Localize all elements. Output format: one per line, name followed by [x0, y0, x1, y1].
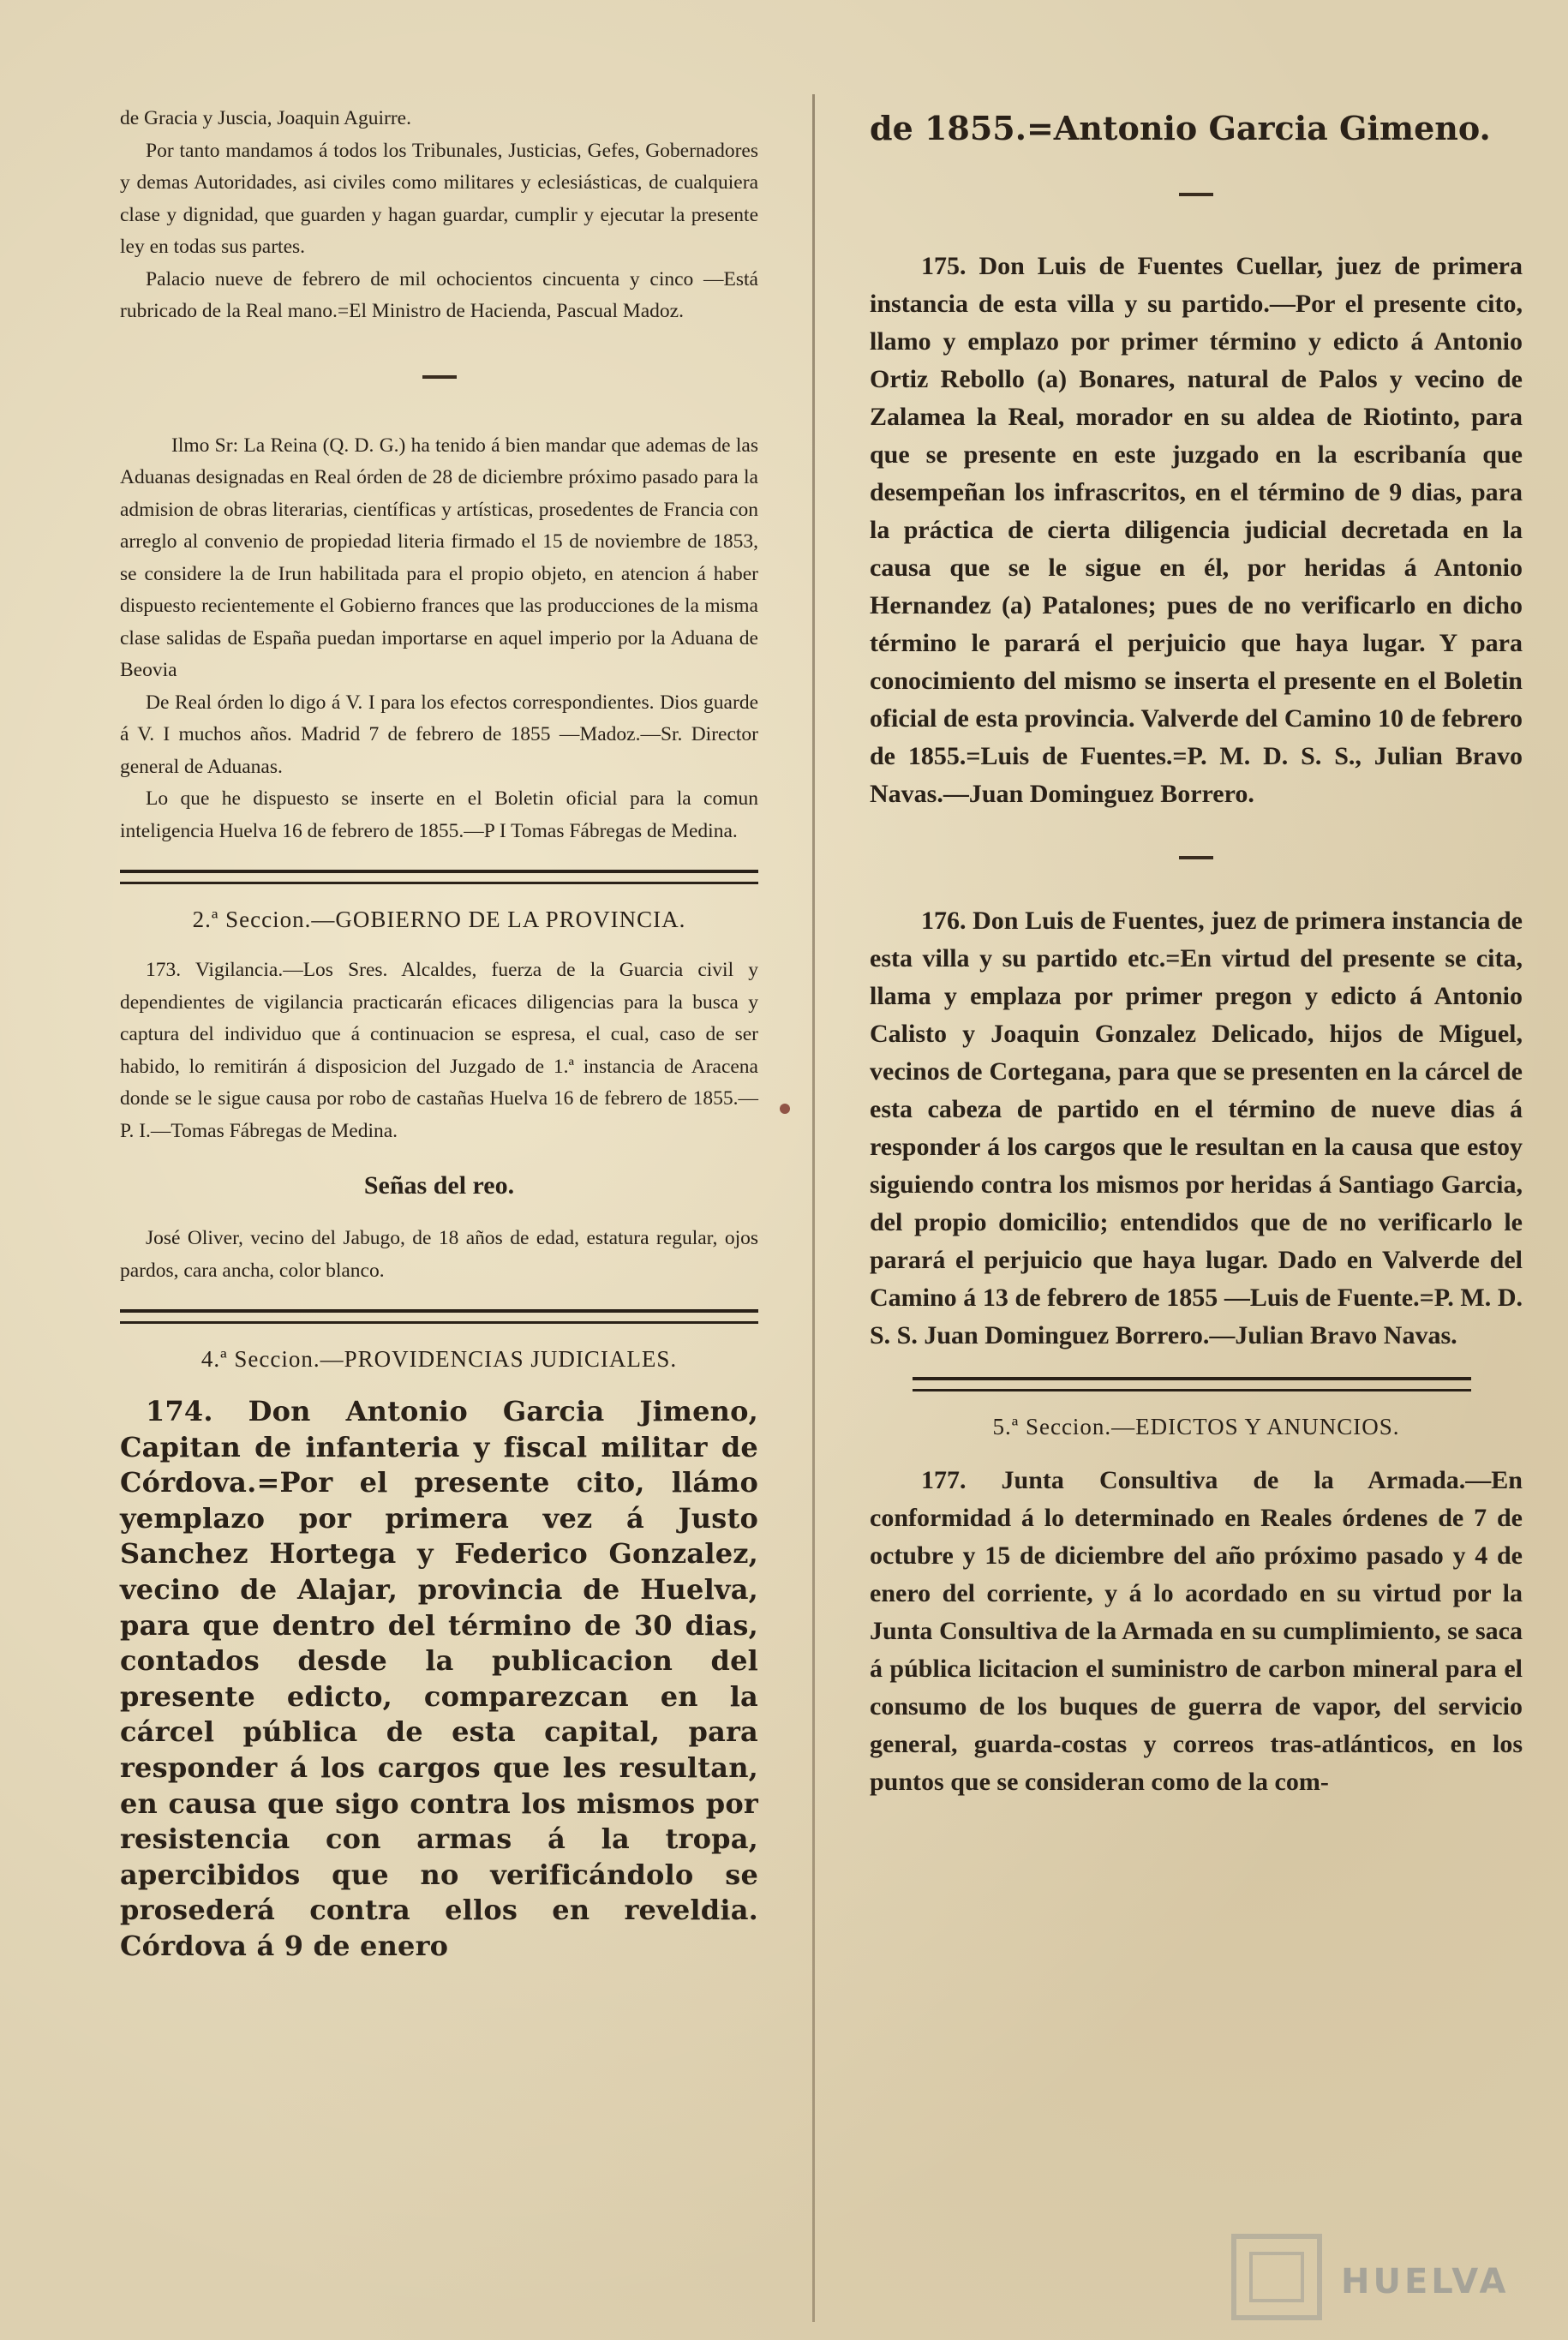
watermark-text: HUELVA [1341, 2262, 1510, 2301]
notice-175: 175. Don Luis de Fuentes Cuellar, juez de primera instancia de esta villa y su partido.—Por el presente cito, llamo y emplazo por primer término y edicto á Antonio Ortiz Rebollo (a) Bonares, natural de Palos y vecino de Zalamea la Real, morador en su aldea de Riotinto, para que se presente en este juzgado en la escribanía que desempeñan los infrascritos, en el término de 9 dias, para la práctica de cierta diligencia judicial decretada en la causa que se le sigue en él, por heridas á Antonio Hernandez (a) Patalones; pues de no verificarlo en dicho término le parará el perjuicio que haya lugar. Y para conocimiento del mismo se inserta el presente en el Boletin oficial de esta provincia. Valverde del Camino 10 de febrero de 1855.=Luis de Fuentes.=P. M. D. S. S., Julian Bravo Navas.—Juan Dominguez Borrero. [870, 252, 1523, 808]
notice-174: 174. Don Antonio Garcia Jimeno, Capitan de infanteria y fiscal militar de Córdova.=Por el presente cito, llámo yemplazo por primera vez á Justo Sanchez Hortega y Federico Gonzalez, vecino de Alajar, provincia de Huelva, para que dentro del término de 30 dias, contados desde la publicacion del presente edicto, comparezcan en la cárcel pública de esta capital, para responder á los cargos que les resultan, en causa que sigo contra los mismos por resistencia con armas á la tropa, apercibidos que no verificándolo se prosederá contra ellos en reveldia. Córdova á 9 de enero [120, 1395, 758, 1962]
intro-paragraph: Por tanto mandamos á todos los Tribunales, Justicias, Gefes, Gobernadores y demas Autoridades, asi civiles como militares y eclesiásticas, de cualquiera clase y dignidad, que guarden y hagan guardar, cumplir y ejecutar la presente ley en todas sus partes. [120, 139, 758, 258]
short-rule [1179, 193, 1213, 196]
royal-order-closing: De Real órden lo digo á V. I para los efectos correspondientes. Dios guarde á V. I muchos años. Madrid 7 de febrero de 1855 —Madoz.—Sr. Director general de Aduanas. [120, 691, 758, 778]
notice-173: 173. Vigilancia.—Los Sres. Alcaldes, fuerza de la Guarcia civil y dependientes de vigilancia practicarán eficaces diligencias para la busca y captura del individuo que á continuacion se espresa, el cual, caso de ser habido, lo remitirán á disposicion del Juzgado de 1.ª instancia de Aracena donde se le sigue causa por robo de castañas Huelva 16 de febrero de 1855.—P. I.—Tomas Fábregas de Medina. [120, 959, 758, 1142]
sub-heading: Señas del reo. [363, 1171, 515, 1200]
section-heading: 2.ª Seccion.—GOBIERNO DE LA PROVINCIA. [192, 907, 686, 932]
royal-order-insert: Lo que he dispuesto se inserte en el Boletin oficial para la comun inteligencia Huelva 16 de febrero de 1855.—P I Tomas Fábregas de Medina. [120, 787, 758, 842]
intro-line: de Gracia y Juscia, Joaquin Aguirre. [120, 107, 411, 129]
column-divider [812, 94, 815, 2322]
left-column [120, 103, 758, 1965]
short-rule [1179, 856, 1213, 859]
section-rule [120, 1309, 758, 1324]
ink-spot [780, 1104, 790, 1114]
notice-176: 176. Don Luis de Fuentes, juez de primera instancia de esta villa y su partido etc.=En virtud del presente se cita, llama y emplaza por primer pregon y edicto á Antonio Calisto y Joaquin Gonzalez Delicado, hijos de Miguel, vecinos de Cortegana, para que se presenten en la cárcel de esta cabeza de partido en el término de nueve dias á responder á los cargos que le resultan en la causa que estoy siguiendo contra los mismos por heridas á Santiago Garcia, del propio domicilio; entendidos que de no verificarlo le parará el perjuicio que haya lugar. Dado en Valverde del Camino á 13 de febrero de 1855 —Luis de Fuente.=P. M. D. S. S. Juan Dominguez Borrero.—Julian Bravo Navas. [870, 907, 1523, 1350]
section-rule [120, 870, 758, 884]
section-heading: 4.ª Seccion.—PROVIDENCIAS JUDICIALES. [200, 1346, 678, 1372]
intro-signature: Palacio nueve de febrero de mil ochocientos cincuenta y cinco —Está rubricado de la Real mano.=El Ministro de Hacienda, Pascual Madoz. [120, 267, 758, 322]
section-rule [913, 1377, 1471, 1391]
continued-signature: de 1855.=Antonio Garcia Gimeno. [870, 109, 1491, 147]
suspect-description: José Oliver, vecino del Jabugo, de 18 años de edad, estatura regular, ojos pardos, cara ancha, color blanco. [120, 1227, 758, 1282]
short-rule [422, 375, 457, 379]
notice-177: 177. Junta Consultiva de la Armada.—En conformidad á lo determinado en Reales órdenes de 7 de octubre y 15 de diciembre del año próximo pasado y 4 de enero del corriente, y á lo acordado en su virtud por la Junta Consultiva de la Armada en su cumplimiento, se saca á pública licitacion el suministro de carbon mineral para el consumo de los buques de guerra de vapor, del servicio general, guarda-costas y correos tras-atlánticos, en los puntos que se consideran como de la com- [870, 1466, 1523, 1796]
right-column [870, 107, 1523, 1801]
royal-order-paragraph: Ilmo Sr: La Reina (Q. D. G.) ha tenido á bien mandar que ademas de las Aduanas designadas en Real órden de 28 de diciembre próximo pasado para la admision de obras literarias, científicas y artísticas, prosedentes de Francia con arreglo al convenio de propiedad literia firmado el 15 de noviembre de 1853, se considere la de Irun habilitada para el propio objeto, en atencion á haber dispuesto recientemente el Gobierno frances que las producciones de la misma clase salidas de España puedan importarse en aquel imperio por la Aduana de Beovia [120, 434, 758, 681]
section-heading: 5.ª Seccion.—EDICTOS Y ANUNCIOS. [992, 1414, 1400, 1439]
